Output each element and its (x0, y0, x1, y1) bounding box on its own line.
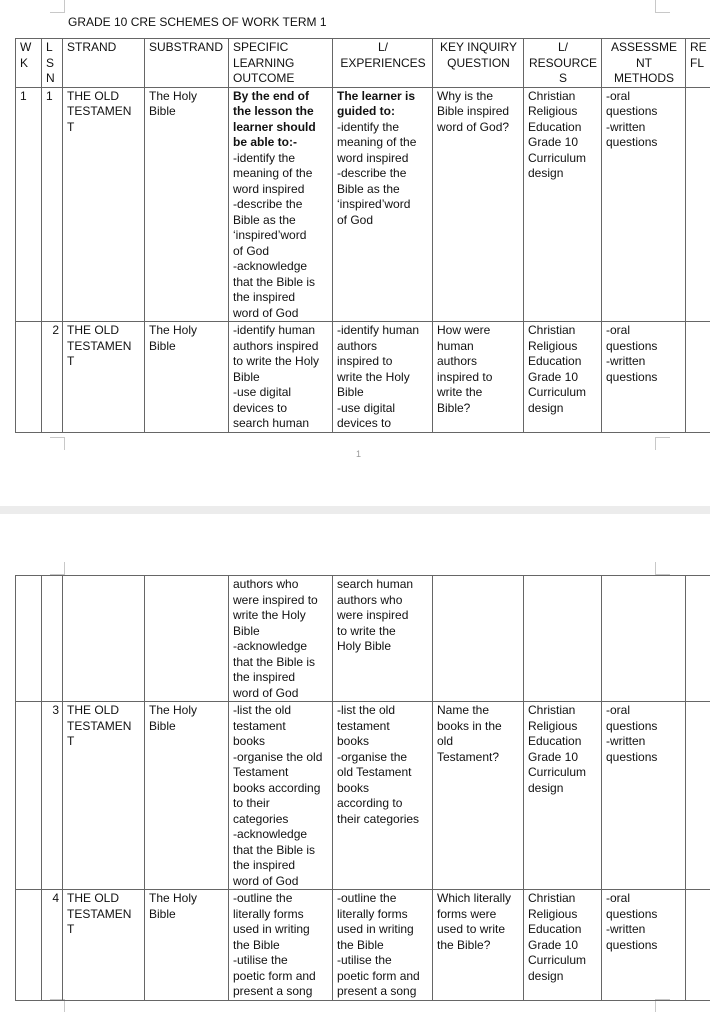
cell-assessment: -oral questions -written questions (602, 87, 686, 322)
cell-question (433, 576, 524, 702)
cell-experiences (333, 87, 433, 322)
header-reflection: RE FL (686, 39, 710, 88)
cell-experiences: search human authors who were inspired to write the Holy Bible (333, 576, 433, 702)
document-title: GRADE 10 CRE SCHEMES OF WORK TERM 1 (68, 15, 327, 29)
cell-substrand: The Holy Bible (145, 87, 229, 322)
cell-assessment: -oral questions -written questions (602, 890, 686, 1001)
cell-strand: THE OLD TESTAMEN T (63, 87, 145, 322)
cell-reflection (686, 576, 710, 702)
cell-wk: 1 (16, 87, 42, 322)
outcome-text: -identify the meaning of the word inspired -describe the Bible as the ‘inspired’word of God -acknowledge that the Bible is the inspired word of God (233, 150, 316, 320)
header-experiences: L/ EXPERIENCES (333, 39, 433, 88)
cell-assessment: -oral questions -written questions (602, 702, 686, 890)
experiences-text: -identify the meaning of the word inspired -describe the Bible as the ‘inspired’word of God (337, 119, 417, 227)
cell-question: Which literally forms were used to write the Bible? (433, 890, 524, 1001)
cell-experiences: -identify human authors inspired to write the Holy Bible -use digital devices to (333, 322, 433, 433)
table-row (16, 702, 710, 890)
cell-lsn: 1 (42, 87, 63, 322)
cell-question: Why is the Bible inspired word of God? (433, 87, 524, 322)
cell-strand (63, 576, 145, 702)
cell-lsn: 2 (42, 322, 63, 433)
header-resources: L/ RESOURCE S (524, 39, 602, 88)
cell-assessment: -oral questions -written questions (602, 322, 686, 433)
cell-substrand (145, 576, 229, 702)
cell-resources: Christian Religious Education Grade 10 Curriculum design (524, 702, 602, 890)
page-number: 1 (356, 449, 362, 459)
document-page-1 (0, 0, 710, 506)
header-wk: W K (16, 39, 42, 88)
crop-mark (50, 562, 65, 575)
table-row (16, 322, 710, 433)
cell-outcome: -identify human authors inspired to write the Holy Bible -use digital devices to search human (229, 322, 333, 433)
cell-resources: Christian Religious Education Grade 10 Curriculum design (524, 322, 602, 433)
cell-wk (16, 322, 42, 433)
cell-wk (16, 890, 42, 1001)
document-page-2 (0, 514, 710, 1014)
cell-lsn: 4 (42, 890, 63, 1001)
cell-outcome (229, 87, 333, 322)
cell-experiences: -outline the literally forms used in writing the Bible -utilise the poetic form and present a song (333, 890, 433, 1001)
cell-experiences: -list the old testament books -organise the old Testament books according to their categories (333, 702, 433, 890)
table-row-continued (16, 576, 710, 702)
crop-mark (50, 437, 65, 450)
cell-strand: THE OLD TESTAMEN T (63, 322, 145, 433)
cell-reflection (686, 890, 710, 1001)
crop-mark (655, 999, 670, 1012)
experiences-intro: The learner is guided to: (337, 88, 416, 118)
crop-mark (655, 437, 670, 450)
cell-substrand: The Holy Bible (145, 322, 229, 433)
header-outcome: SPECIFIC LEARNING OUTCOME (229, 39, 333, 88)
crop-mark (655, 562, 670, 575)
crop-mark (50, 0, 65, 13)
table-row (16, 890, 710, 1001)
cell-outcome: -list the old testament books -organise the old Testament books according to their categories -acknowledge that the Bible is the inspired word of God (229, 702, 333, 890)
outcome-intro: By the end of the lesson the learner should be able to:- (233, 88, 316, 149)
header-assessment: ASSESSME NT METHODS (602, 39, 686, 88)
crop-mark (50, 999, 65, 1012)
cell-reflection (686, 322, 710, 433)
schemes-table-page-1 (15, 38, 710, 433)
cell-strand: THE OLD TESTAMEN T (63, 890, 145, 1001)
cell-resources: Christian Religious Education Grade 10 Curriculum design (524, 87, 602, 322)
cell-outcome: authors who were inspired to write the Holy Bible -acknowledge that the Bible is the inspired word of God (229, 576, 333, 702)
crop-mark (655, 0, 670, 13)
schemes-table-page-2 (15, 575, 710, 1001)
header-lsn: L S N (42, 39, 63, 88)
cell-lsn (42, 576, 63, 702)
cell-question: Name the books in the old Testament? (433, 702, 524, 890)
cell-wk (16, 576, 42, 702)
cell-assessment (602, 576, 686, 702)
cell-reflection (686, 702, 710, 890)
cell-wk (16, 702, 42, 890)
cell-reflection (686, 87, 710, 322)
header-substrand: SUBSTRAND (145, 39, 229, 88)
cell-strand: THE OLD TESTAMEN T (63, 702, 145, 890)
cell-lsn: 3 (42, 702, 63, 890)
cell-resources: Christian Religious Education Grade 10 Curriculum design (524, 890, 602, 1001)
cell-question: How were human authors inspired to write the Bible? (433, 322, 524, 433)
table-row (16, 87, 710, 322)
cell-substrand: The Holy Bible (145, 702, 229, 890)
table-header-row (16, 39, 710, 88)
cell-substrand: The Holy Bible (145, 890, 229, 1001)
cell-outcome: -outline the literally forms used in writing the Bible -utilise the poetic form and present a song (229, 890, 333, 1001)
cell-resources (524, 576, 602, 702)
header-question: KEY INQUIRY QUESTION (433, 39, 524, 88)
header-strand: STRAND (63, 39, 145, 88)
